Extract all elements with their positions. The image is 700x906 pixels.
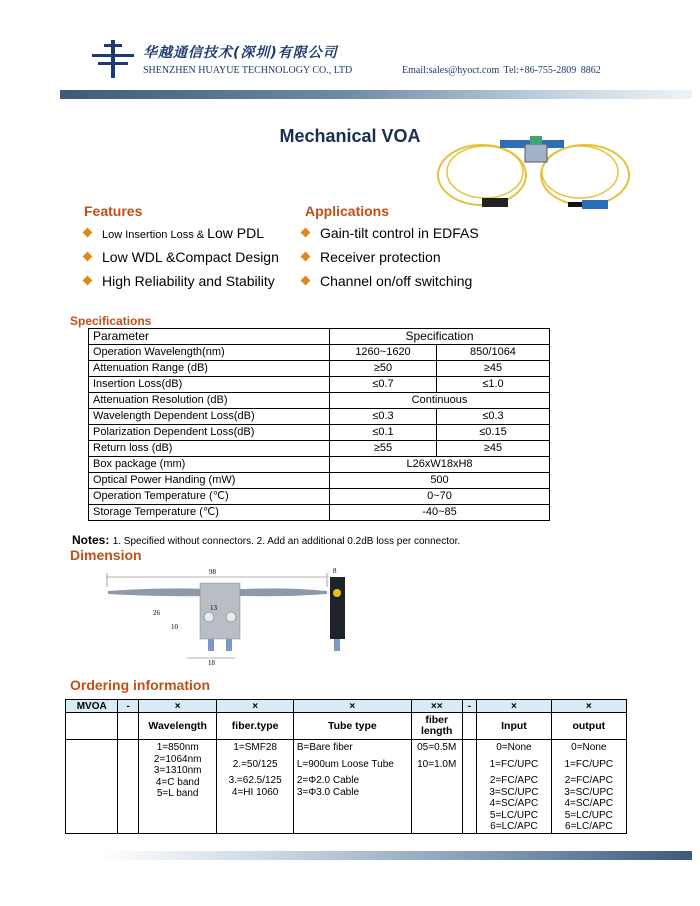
- spec-parameter-cell: Attenuation Resolution (dB): [89, 393, 330, 409]
- spec-header-specification: Specification: [330, 329, 550, 345]
- header-divider-bar: [60, 90, 692, 99]
- order-tube-type-options: [293, 740, 411, 834]
- page-title: Mechanical VOA: [279, 126, 421, 146]
- diamond-bullet-icon: [301, 276, 311, 286]
- spec-value-cell: ≥55: [330, 441, 437, 457]
- order-option: 0=None: [496, 742, 532, 753]
- order-option: B=Bare fiber: [296, 742, 353, 753]
- spec-parameter-cell: Attenuation Range (dB): [89, 361, 330, 377]
- spec-row: [89, 489, 550, 505]
- order-option: 1=FC/UPC: [489, 758, 539, 770]
- application-item: [302, 223, 479, 247]
- dim-thickness-label: 8: [333, 567, 337, 575]
- spec-value-cell: ≤0.7: [330, 377, 437, 393]
- order-option: 3=Φ3.0 Cable: [296, 786, 360, 798]
- spec-parameter-cell: Operation Wavelength(nm): [89, 345, 330, 361]
- footer-divider-bar: [100, 851, 692, 860]
- order-option: 5=L band: [156, 788, 199, 799]
- feature-item: [84, 247, 279, 271]
- spec-value-cell: ≤0.15: [437, 425, 550, 441]
- application-text: Gain-tilt control in EDFAS: [320, 225, 479, 241]
- spec-parameter-cell: Insertion Loss(dB): [89, 377, 330, 393]
- order-option: 5=LC/UPC: [564, 809, 613, 821]
- order-option: 4=HI 1060: [231, 786, 279, 798]
- spec-value-cell: ≥50: [330, 361, 437, 377]
- order-option: 05=0.5M: [417, 742, 457, 753]
- spec-parameter-cell: Box package (mm): [89, 457, 330, 473]
- spec-value-cell: -40~85: [330, 505, 550, 521]
- spec-row: [89, 393, 550, 409]
- order-fiber-length-options: [411, 740, 462, 834]
- spec-value-cell: 0~70: [330, 489, 550, 505]
- dimension-drawing: [105, 565, 355, 670]
- order-header-cell: [66, 713, 118, 740]
- order-wavelength-options: [138, 740, 216, 834]
- order-option: 2=FC/APC: [564, 775, 613, 786]
- application-item: [302, 271, 479, 295]
- order-code-cell: -: [462, 700, 477, 713]
- feature-large-text: High Reliability and Stability: [102, 273, 275, 289]
- spec-parameter-cell: Operation Temperature (℃): [89, 489, 330, 505]
- feature-large-text: Low WDL &Compact Design: [102, 249, 279, 265]
- order-option: 6=LC/APC: [490, 821, 538, 832]
- order-code-cell: -: [118, 700, 139, 713]
- order-empty-cell: [66, 740, 118, 834]
- diamond-bullet-icon: [301, 228, 311, 238]
- spec-value-cell: ≥45: [437, 441, 550, 457]
- dimension-heading: Dimension: [70, 547, 142, 563]
- feature-item: [84, 271, 279, 295]
- order-option: 1=FC/UPC: [564, 758, 614, 770]
- order-option: 3=1310nm: [153, 765, 202, 776]
- order-code-cell: ×: [217, 700, 293, 713]
- spec-row: [89, 441, 550, 457]
- order-header-cell: output: [551, 713, 626, 740]
- spec-table: [88, 328, 550, 521]
- order-header-cell: [118, 713, 139, 740]
- spec-row: [89, 377, 550, 393]
- spec-value-cell: ≤0.3: [437, 409, 550, 425]
- notes-text: 1. Specified without connectors. 2. Add an additional 0.2dB loss per connector.: [112, 536, 461, 547]
- order-option: 2=Φ2.0 Cable: [296, 775, 360, 786]
- spec-value-cell: 500: [330, 473, 550, 489]
- spec-value-cell: Continuous: [330, 393, 550, 409]
- order-option: 2.=50/125: [232, 758, 278, 770]
- spec-parameter-cell: Return loss (dB): [89, 441, 330, 457]
- spec-value-cell: ≥45: [437, 361, 550, 377]
- notes-label: Notes:: [72, 533, 110, 547]
- ordering-table: [65, 699, 627, 834]
- spec-header-row: [89, 329, 550, 345]
- diamond-bullet-icon: [83, 252, 93, 262]
- dim-height-label: 26: [153, 609, 160, 617]
- company-name-en: SHENZHEN HUAYUE TECHNOLOGY CO., LTD: [143, 65, 353, 76]
- order-header-row: [66, 713, 627, 740]
- feature-large-text: Low PDL: [207, 225, 264, 241]
- order-option: 5=LC/UPC: [489, 809, 538, 821]
- order-header-cell: Input: [477, 713, 551, 740]
- order-option: 3.=62.5/125: [228, 775, 282, 786]
- order-header-cell: [462, 713, 477, 740]
- order-code-row: [66, 700, 627, 713]
- ordering-heading: Ordering information: [70, 677, 210, 693]
- order-code-cell: ×: [477, 700, 551, 713]
- order-empty-cell: [118, 740, 139, 834]
- spec-row: [89, 473, 550, 489]
- order-header-cell: Tube type: [293, 713, 411, 740]
- spec-row: [89, 345, 550, 361]
- order-option: 10=1.0M: [417, 758, 457, 770]
- order-option: L=900um Loose Tube: [296, 758, 394, 770]
- order-output-options: [551, 740, 626, 834]
- order-option: 1=850nm: [156, 742, 199, 753]
- order-option: 3=SC/UPC: [564, 786, 614, 798]
- spec-row: [89, 361, 550, 377]
- dim-hole-spacing-label: 13: [210, 604, 217, 612]
- order-option: 2=1064nm: [153, 753, 202, 765]
- contact-info: Email:sales@hyoct.com Tel:+86-755-2809 8862: [402, 65, 601, 76]
- order-option: 4=SC/APC: [564, 798, 614, 809]
- order-option: 2=FC/APC: [489, 775, 538, 786]
- diamond-bullet-icon: [83, 276, 93, 286]
- diamond-bullet-icon: [301, 252, 311, 262]
- order-option: 3=SC/UPC: [489, 786, 539, 798]
- application-text: Receiver protection: [320, 249, 441, 265]
- applications-heading: Applications: [305, 203, 390, 219]
- spec-row: [89, 425, 550, 441]
- order-fiber-type-options: [217, 740, 293, 834]
- application-text: Channel on/off switching: [320, 273, 473, 289]
- dim-width-label: 18: [208, 659, 215, 667]
- order-code-cell: ×: [138, 700, 216, 713]
- order-header-cell: Wavelength: [138, 713, 216, 740]
- feature-small-text: Low Insertion Loss &: [102, 229, 208, 241]
- order-input-options: [477, 740, 551, 834]
- order-code-cell: ××: [411, 700, 462, 713]
- order-option: 0=None: [571, 742, 607, 753]
- spec-value-cell: 1260~1620: [330, 345, 437, 361]
- spec-row: [89, 505, 550, 521]
- order-header-cell: fiber.type: [217, 713, 293, 740]
- company-name-cn: 华越通信技术(深圳)有限公司: [143, 45, 338, 61]
- order-code-cell: ×: [293, 700, 411, 713]
- spec-value-cell: ≤0.1: [330, 425, 437, 441]
- spec-row: [89, 409, 550, 425]
- order-code-cell: ×: [551, 700, 626, 713]
- order-option: 4=SC/APC: [489, 798, 539, 809]
- product-image: [430, 130, 635, 215]
- company-logo: [90, 40, 136, 78]
- spec-value-cell: ≤0.3: [330, 409, 437, 425]
- spec-parameter-cell: Polarization Dependent Loss(dB): [89, 425, 330, 441]
- application-item: [302, 247, 479, 271]
- order-option: 6=LC/APC: [565, 821, 613, 832]
- feature-item: [84, 223, 279, 247]
- spec-value-cell: ≤1.0: [437, 377, 550, 393]
- order-header-cell: fiber length: [411, 713, 462, 740]
- specifications-heading: Specifications: [70, 314, 152, 328]
- spec-value-cell: L26xW18xH8: [330, 457, 550, 473]
- features-heading: Features: [84, 203, 143, 219]
- dim-inner-label: 10: [171, 623, 178, 631]
- notes: [72, 533, 460, 547]
- spec-parameter-cell: Storage Temperature (℃): [89, 505, 330, 521]
- order-options-row: [66, 740, 627, 834]
- spec-value-cell: 850/1064: [437, 345, 550, 361]
- dim-length-label: 98: [209, 568, 216, 576]
- order-code-cell: MVOA: [66, 700, 118, 713]
- order-empty-cell: [462, 740, 477, 834]
- spec-parameter-cell: Optical Power Handing (mW): [89, 473, 330, 489]
- spec-header-parameter: Parameter: [89, 329, 330, 345]
- spec-parameter-cell: Wavelength Dependent Loss(dB): [89, 409, 330, 425]
- order-option: 4=C band: [155, 776, 200, 788]
- applications-list: [302, 223, 479, 295]
- diamond-bullet-icon: [83, 228, 93, 238]
- features-list: [84, 223, 279, 295]
- spec-row: [89, 457, 550, 473]
- order-option: 1=SMF28: [233, 742, 277, 753]
